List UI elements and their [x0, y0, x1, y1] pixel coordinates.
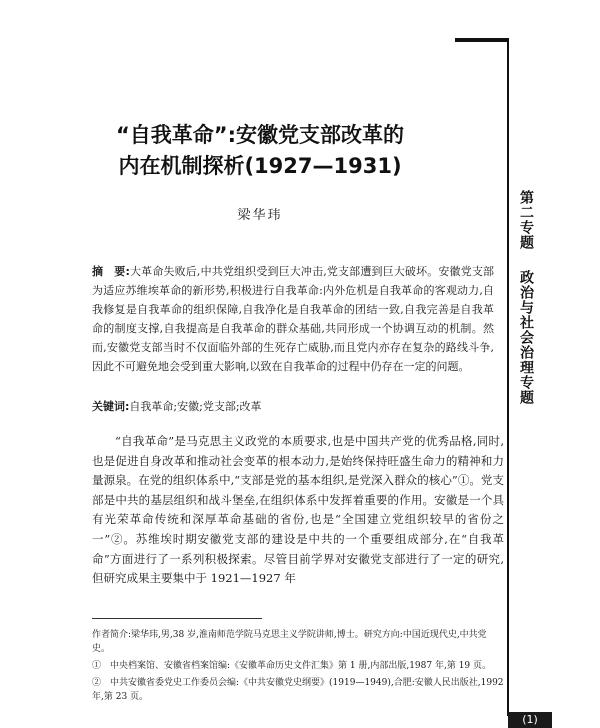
- body-paragraph: [92, 432, 504, 589]
- header-bar: [455, 38, 507, 42]
- section-label: [518, 190, 536, 405]
- footnote-2: ② 中共安徽省委党史工作委员会编:《中共安徽党史纲要》(1919—1949),合肥:安徽人民出版社,1992 年,第 23 页。: [92, 678, 504, 702]
- abstract-label: 摘 要:: [92, 265, 130, 278]
- margin-rule: [507, 38, 509, 716]
- section-topic: 政治与社会治理专题: [518, 270, 534, 405]
- title-line-2: 内在机制探析(1927—1931): [118, 154, 402, 178]
- keywords: [92, 398, 494, 414]
- author-note: 作者简介:梁华玮,男,38 岁,淮南师范学院马克思主义学院讲师,博士。研究方向:中国近现代史,中共党史。: [92, 630, 487, 654]
- article-title: [40, 120, 480, 182]
- section-number: 第二专题: [518, 190, 534, 250]
- keywords-label: 关键词:: [92, 400, 130, 413]
- footnote-divider: [92, 618, 262, 619]
- title-line-1: “自我革命”:安徽党支部改革的: [115, 123, 404, 147]
- author-name: 梁华玮: [237, 208, 283, 223]
- keywords-text: 自我革命;安徽;党支部;改革: [129, 400, 262, 413]
- abstract: [92, 262, 494, 376]
- footnote-1: ① 中央档案馆、安徽省档案馆编:《安徽革命历史文件汇集》第 1 册,内部出版,1987 年,第 19 页。: [92, 661, 492, 671]
- body-text: “自我革命”是马克思主义政党的本质要求,也是中国共产党的优秀品格,同时,也是促进自身改革和推动社会变革的根本动力,是始终保持旺盛生命力的精神和力量源泉。在党的组织体系中,“支部是党的基本组织,是党深入群众的核心”①。党支部是中共的基层组织和战斗堡垒,在组织体系中发挥着重要的作用。安徽是一个具有光荣革命传统和深厚革命基础的省份,也是“全国建立党组织较早的省份之一”②。苏维埃时期安徽党支部的建设是中共的一个重要组成部分,在“自我革命”方面进行了一系列积极探索。尽管目前学界对安徽党支部进行了一定的研究,但研究成果主要集中于 1921—1927 年: [92, 434, 504, 586]
- abstract-text: 大革命失败后,中共党组织受到巨大冲击,党支部遭到巨大破坏。安徽党支部为适应苏维埃革命的新形势,积极进行自我革命:内外危机是自我革命的客观动力,自我修复是自我革命的组织保障,自我净化是自我革命的团结一致,自我完善是自我革命的制度支撑,自我提高是自我革命的群众基础,共同形成一个协调互动的机制。然而,安徽党支部当时不仅面临外部的生死存亡威胁,而且党内亦存在复杂的路线斗争,因此不可避免地会受到重大影响,以致在自我革命的过程中仍存在一定的问题。: [92, 265, 494, 373]
- page-number: (1): [508, 712, 552, 728]
- footnotes: [92, 628, 504, 707]
